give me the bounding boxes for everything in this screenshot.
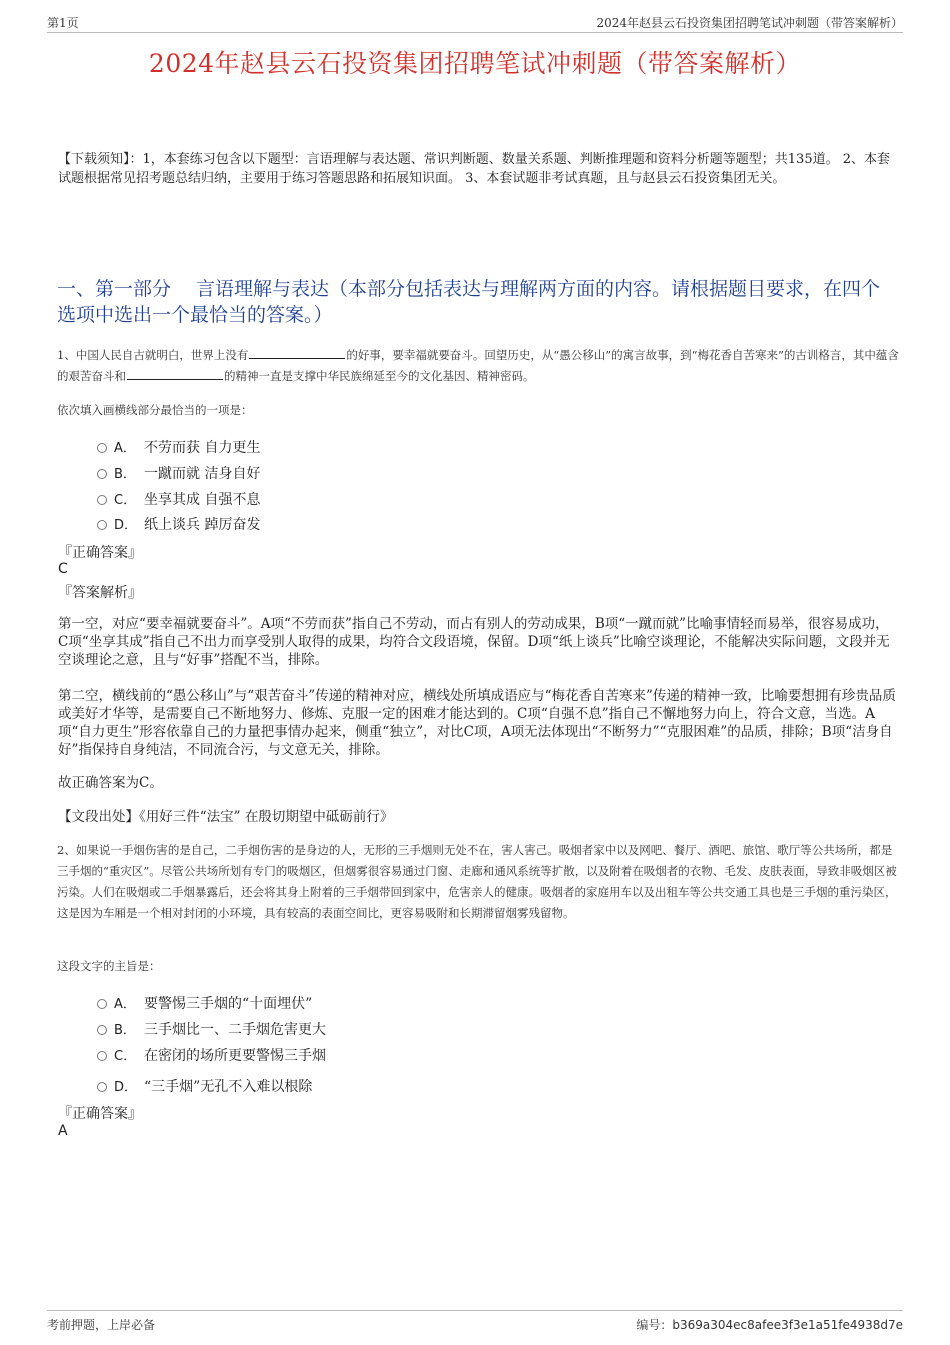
- question-1-option-c[interactable]: C． 坐享其成 自强不息: [97, 489, 260, 509]
- footer-code: 编号：b369a304ec8afee3f3e1a51fe4938d7e: [636, 1318, 903, 1332]
- question-1-answer-label: 『正确答案』: [58, 545, 142, 561]
- radio-icon[interactable]: [97, 495, 107, 505]
- question-2-option-d[interactable]: D． “三手烟”无孔不入难以根除: [97, 1076, 312, 1096]
- blank-2: [127, 367, 223, 380]
- question-1-prompt: 依次填入画横线部分最恰当的一项是：: [57, 403, 253, 417]
- radio-icon[interactable]: [97, 1025, 107, 1035]
- question-1-option-a[interactable]: A． 不劳而获 自力更生: [97, 437, 260, 457]
- question-1-answer: C: [58, 561, 68, 577]
- question-2-prompt: 这段文字的主旨是：: [57, 959, 161, 973]
- question-1-stem: 1、中国人民自古就明白，世界上没有 的好事，要幸福就要奋斗。回望历史，从“愚公移山”的寓言故事，到“梅花香自苦寒来”的古训格言，其中蕴含的艰苦奋斗和 的精神一直是支撑中华民族绵延至今的文化基因、精神密码。: [57, 348, 899, 383]
- section-heading: 一、第一部分 言语理解与表达（本部分包括表达与理解两方面的内容。请根据题目要求，在四个选项中选出一个最恰当的答案。）: [57, 278, 881, 326]
- radio-icon[interactable]: [97, 443, 107, 453]
- question-2-option-c[interactable]: C． 在密闭的场所更要警惕三手烟: [97, 1045, 326, 1065]
- question-2-option-b[interactable]: B． 三手烟比一、二手烟危害更大: [97, 1019, 326, 1039]
- question-2-stem: 2、如果说一手烟伤害的是自己，二手烟伤害的是身边的人，无形的三手烟则无处不在，害人害己。吸烟者家中以及网吧、餐厅、酒吧、旅馆、歌厅等公共场所，都是三手烟的“重灾区”。尽管公共场所划有专门的吸烟区，但烟雾很容易通过门窗、走廊和通风系统等扩散，以及附着在吸烟者的衣物、毛发、皮肤表面，导致非吸烟区被污染。人们在吸烟或二手烟暴露后，还会将其身上附着的三手烟带回到家中，危害亲人的健康。吸烟者的家庭用车以及出租车等公共交通工具也是三手烟的重污染区，这是因为车厢是一个相对封闭的小环境，具有较高的表面空间比，更容易吸附和长期滞留烟雾残留物。: [57, 843, 897, 920]
- question-1-option-d[interactable]: D． 纸上谈兵 踔厉奋发: [97, 514, 260, 534]
- document-title: 2024年赵县云石投资集团招聘笔试冲刺题（带答案解析）: [148, 49, 802, 78]
- page-header: [47, 14, 903, 33]
- radio-icon[interactable]: [97, 999, 107, 1009]
- header-doc-title: 2024年赵县云石投资集团招聘笔试冲刺题（带答案解析）: [596, 16, 903, 30]
- question-2-option-a[interactable]: A． 要警惕三手烟的“十面埋伏”: [97, 993, 312, 1013]
- footer-slogan: 考前押题，上岸必备: [47, 1318, 156, 1332]
- page-footer: [47, 1310, 903, 1333]
- question-1-analysis-1: 第一空，对应“要幸福就要奋斗”。A项“不劳而获”指自己不劳动，而占有别人的劳动成果，B项“一蹴而就”比喻事情轻而易举，很容易成功，C项“坐享其成”指自己不出力而享受别人取得的成果，均符合文段语境，保留。D项“纸上谈兵”比喻空谈理论，不能解决实际问题，文段并无空谈理论之意，且与“好事”搭配不当，排除。: [58, 616, 890, 668]
- radio-icon[interactable]: [97, 1082, 107, 1092]
- radio-icon[interactable]: [97, 1051, 107, 1061]
- blank-1: [249, 346, 345, 359]
- question-1-conclusion: 故正确答案为C。: [58, 775, 163, 791]
- question-1-source: 【文段出处】《用好三件“法宝” 在殷切期望中砥砺前行》: [58, 809, 394, 825]
- question-1-analysis-label: 『答案解析』: [58, 585, 142, 601]
- page-number: 第1页: [47, 16, 79, 30]
- question-1-analysis-2: 第二空，横线前的“愚公移山”与“艰苦奋斗”传递的精神对应，横线处所填成语应与“梅花香自苦寒来”传递的精神一致，比喻要想拥有珍贵品质或美好才华等，是需要自己不断地努力、修炼、克服一定的困难才能达到的。C项“自强不息”指自己不懈地努力向上，符合文意，当选。A项“自力更生”形容依靠自己的力量把事情办起来，侧重“独立”，对比C项，A项无法体现出“不断努力”“克服困难”的品质，排除；B项“洁身自好”指保持自身纯洁，不同流合污，与文意无关，排除。: [58, 688, 896, 758]
- radio-icon[interactable]: [97, 520, 107, 530]
- radio-icon[interactable]: [97, 469, 107, 479]
- question-1-option-b[interactable]: B． 一蹴而就 洁身自好: [97, 463, 260, 483]
- download-notice: 【下载须知】：1，本套练习包含以下题型：言语理解与表达题、常识判断题、数量关系题、判断推理题和资料分析题等题型；共135道。 2、本套试题根据常见招考题总结归纳，主要用于练习答题思路和拓展知识面。 3、本套试题非考试真题，且与赵县云石投资集团无关。: [58, 152, 890, 186]
- question-2-answer: A: [58, 1123, 68, 1139]
- question-2-answer-label: 『正确答案』: [58, 1106, 142, 1122]
